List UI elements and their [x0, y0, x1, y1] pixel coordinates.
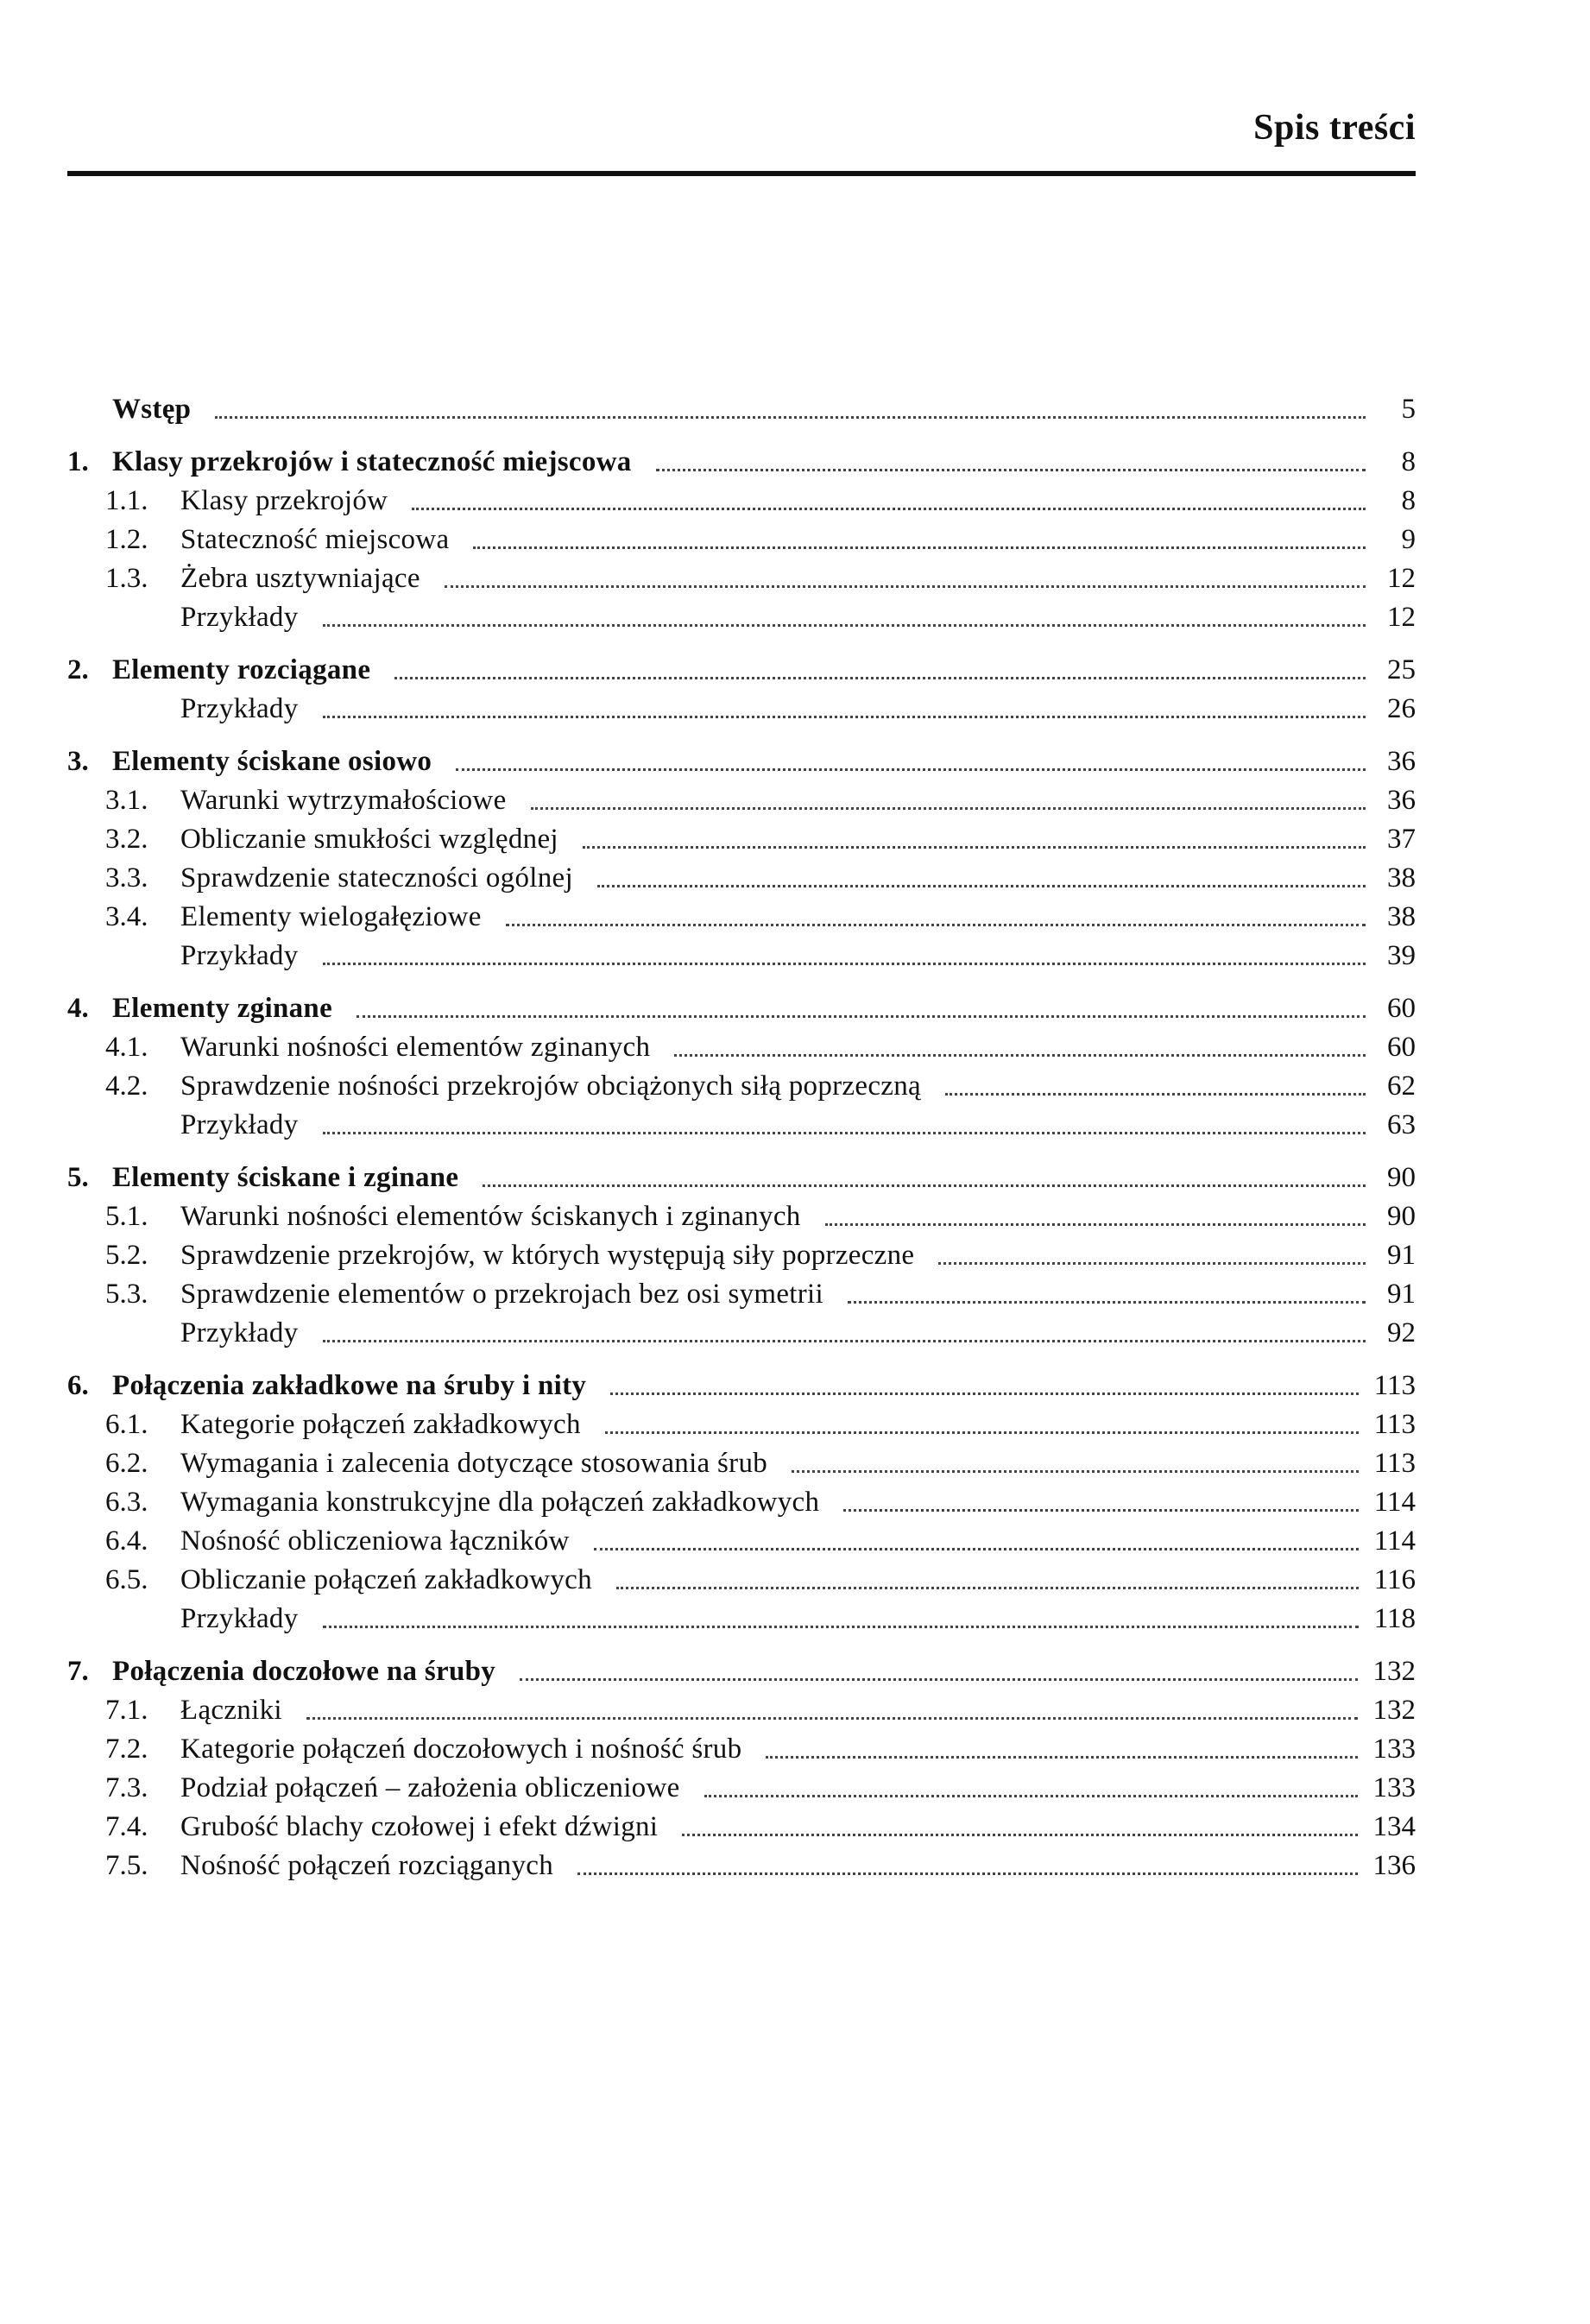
toc-entry-page: 91	[1387, 1279, 1416, 1310]
toc-entry-title: Elementy ściskane osiowo	[112, 746, 432, 777]
toc-entry-number: 6.4.	[105, 1525, 148, 1557]
toc-entry-page: 132	[1372, 1695, 1416, 1726]
toc-entry-title: Połączenia zakładkowe na śruby i nity	[112, 1370, 587, 1401]
toc-entry-page: 60	[1387, 993, 1416, 1024]
toc-entry-number: 7.5.	[105, 1850, 148, 1881]
table-of-contents	[67, 390, 1416, 1885]
toc-entry-page: 116	[1373, 1564, 1416, 1595]
toc-entry-page: 63	[1387, 1109, 1416, 1140]
toc-entry-page: 133	[1372, 1772, 1416, 1803]
toc-entry-page: 62	[1387, 1070, 1416, 1102]
toc-entry-title: Kategorie połączeń zakładkowych	[180, 1409, 581, 1440]
toc-entry-page: 136	[1372, 1850, 1416, 1881]
toc-entry-title: Elementy zginane	[112, 993, 333, 1024]
toc-entry[interactable]	[67, 1691, 1416, 1730]
toc-entry-page: 36	[1387, 746, 1416, 777]
toc-entry-title: Połączenia doczołowe na śruby	[112, 1656, 496, 1687]
dot-leader	[323, 962, 1366, 965]
toc-entry[interactable]	[67, 1483, 1416, 1522]
toc-entry-title: Przykłady	[180, 1603, 299, 1634]
dot-leader	[616, 1586, 1359, 1589]
toc-entry-title: Obliczanie smukłości względnej	[180, 824, 558, 855]
toc-entry-title: Przykłady	[180, 1317, 299, 1348]
dot-leader	[412, 507, 1366, 510]
toc-entry-number: 1.1.	[105, 485, 148, 516]
toc-entry[interactable]	[67, 1028, 1416, 1067]
dot-leader	[323, 715, 1366, 718]
toc-entry-page: 114	[1373, 1487, 1416, 1518]
dot-leader	[605, 1430, 1359, 1434]
toc-entry-title: Żebra usztywniające	[180, 563, 420, 594]
toc-entry-number: 4.2.	[105, 1070, 148, 1102]
toc-entry[interactable]	[67, 989, 1416, 1028]
dot-leader	[938, 1261, 1366, 1265]
toc-entry-page: 12	[1387, 563, 1416, 594]
page-title: Spis treści	[1253, 108, 1416, 148]
toc-entry-page: 113	[1373, 1409, 1416, 1440]
toc-entry[interactable]	[67, 1275, 1416, 1314]
toc-entry-number: 5.1.	[105, 1201, 148, 1232]
toc-entry-title: Klasy przekrojów i stateczność miejscowa	[112, 446, 632, 477]
toc-entry-number: 1.2.	[105, 524, 148, 555]
toc-entry-title: Nośność obliczeniowa łączników	[180, 1525, 570, 1557]
toc-entry-page: 26	[1387, 693, 1416, 724]
toc-entry[interactable]	[67, 1769, 1416, 1808]
toc-entry-title: Podział połączeń – założenia obliczeniowe	[180, 1772, 680, 1803]
toc-entry-page: 113	[1373, 1448, 1416, 1479]
dot-leader	[531, 806, 1366, 810]
dot-leader	[825, 1222, 1366, 1226]
dot-leader	[674, 1053, 1366, 1057]
toc-entry[interactable]	[67, 1808, 1416, 1847]
dot-leader	[656, 468, 1366, 471]
toc-entry-number: 7.2.	[105, 1734, 148, 1765]
toc-entry[interactable]	[67, 443, 1416, 482]
toc-entry[interactable]	[67, 1197, 1416, 1236]
dot-leader	[682, 1833, 1357, 1836]
toc-entry-number: 7.	[67, 1656, 89, 1687]
toc-entry[interactable]	[67, 781, 1416, 820]
toc-entry[interactable]	[67, 1522, 1416, 1561]
toc-entry[interactable]	[67, 820, 1416, 859]
header-rule	[67, 171, 1416, 176]
toc-entry[interactable]	[67, 1847, 1416, 1885]
toc-entry-page: 113	[1373, 1370, 1416, 1401]
dot-leader	[704, 1794, 1358, 1797]
toc-entry-page: 38	[1387, 901, 1416, 932]
toc-entry[interactable]	[67, 1236, 1416, 1275]
toc-entry-title: Grubość blachy czołowej i efekt dźwigni	[180, 1811, 659, 1842]
dot-leader	[583, 845, 1366, 849]
toc-entry-number: 4.	[67, 993, 89, 1024]
toc-entry-title: Elementy ściskane i zginane	[112, 1162, 459, 1193]
toc-entry-page: 91	[1387, 1240, 1416, 1271]
dot-leader	[394, 676, 1366, 679]
toc-entry-title: Przykłady	[180, 1109, 299, 1140]
toc-entry-number: 6.2.	[105, 1448, 148, 1479]
toc-entry-number: 5.	[67, 1162, 89, 1193]
toc-entry-page: 92	[1387, 1317, 1416, 1348]
dot-leader	[323, 1339, 1366, 1342]
toc-entry-title: Warunki nośności elementów zginanych	[180, 1032, 651, 1063]
dot-leader	[945, 1092, 1366, 1096]
toc-entry-title: Sprawdzenie nośności przekrojów obciążonych siłą poprzeczną	[180, 1070, 921, 1102]
toc-entry-title: Sprawdzenie elementów o przekrojach bez osi symetrii	[180, 1279, 823, 1310]
toc-entry-title: Klasy przekrojów	[180, 485, 388, 516]
toc-entry-title: Łączniki	[180, 1695, 282, 1726]
toc-entry-number: 6.5.	[105, 1564, 148, 1595]
toc-entry[interactable]	[67, 1106, 1416, 1145]
toc-entry-title: Przykłady	[180, 693, 299, 724]
toc-entry-title: Nośność połączeń rozciąganych	[180, 1850, 554, 1881]
toc-entry-number: 6.3.	[105, 1487, 148, 1518]
toc-entry[interactable]	[67, 1600, 1416, 1639]
toc-entry-title: Wstęp	[112, 394, 192, 425]
toc-entry[interactable]	[67, 1159, 1416, 1197]
dot-leader	[456, 767, 1366, 771]
toc-entry-number: 3.2.	[105, 824, 148, 855]
dot-leader	[306, 1716, 1358, 1720]
dot-leader	[473, 546, 1366, 549]
toc-entry-title: Sprawdzenie przekrojów, w których występują siły poprzeczne	[180, 1240, 915, 1271]
toc-entry-page: 9	[1401, 524, 1416, 555]
toc-entry-page: 25	[1387, 654, 1416, 685]
dot-leader	[848, 1300, 1366, 1304]
dot-leader	[610, 1392, 1359, 1395]
toc-entry-page: 36	[1387, 785, 1416, 816]
dot-leader	[215, 415, 1366, 419]
dot-leader	[520, 1677, 1357, 1681]
toc-entry-page: 5	[1401, 394, 1416, 425]
dot-leader	[577, 1872, 1357, 1875]
toc-entry-number: 6.	[67, 1370, 89, 1401]
toc-entry[interactable]	[67, 1314, 1416, 1353]
toc-entry-number: 7.1.	[105, 1695, 148, 1726]
dot-leader	[356, 1014, 1366, 1018]
toc-entry-page: 132	[1372, 1656, 1416, 1687]
toc-entry[interactable]	[67, 1561, 1416, 1600]
toc-entry[interactable]	[67, 1367, 1416, 1405]
toc-entry-title: Przykłady	[180, 602, 299, 633]
toc-entry[interactable]	[67, 690, 1416, 729]
toc-entry[interactable]	[67, 1067, 1416, 1106]
toc-entry-page: 90	[1387, 1162, 1416, 1193]
toc-entry[interactable]	[67, 1652, 1416, 1691]
toc-entry-title: Warunki wytrzymałościowe	[180, 785, 507, 816]
toc-entry-title: Stateczność miejscowa	[180, 524, 450, 555]
toc-entry-page: 8	[1401, 485, 1416, 516]
toc-entry-page: 118	[1373, 1603, 1416, 1634]
dot-leader	[506, 923, 1366, 926]
toc-entry-title: Kategorie połączeń doczołowych i nośność śrub	[180, 1734, 742, 1765]
toc-entry[interactable]	[67, 1444, 1416, 1483]
toc-entry-title: Obliczanie połączeń zakładkowych	[180, 1564, 592, 1595]
toc-entry-number: 7.3.	[105, 1772, 148, 1803]
dot-leader	[323, 623, 1366, 627]
toc-entry[interactable]	[67, 390, 1416, 429]
dot-leader	[323, 1625, 1359, 1628]
toc-entry-page: 39	[1387, 940, 1416, 971]
toc-entry-page: 8	[1401, 446, 1416, 477]
toc-entry[interactable]	[67, 937, 1416, 976]
toc-entry[interactable]	[67, 651, 1416, 690]
dot-leader	[792, 1469, 1359, 1473]
dot-leader	[594, 1547, 1359, 1550]
toc-entry-page: 12	[1387, 602, 1416, 633]
toc-entry-page: 134	[1372, 1811, 1416, 1842]
toc-entry[interactable]	[67, 598, 1416, 637]
toc-entry[interactable]	[67, 559, 1416, 598]
toc-entry-page: 37	[1387, 824, 1416, 855]
toc-entry[interactable]	[67, 1405, 1416, 1444]
toc-entry-title: Przykłady	[180, 940, 299, 971]
toc-entry-page: 38	[1387, 862, 1416, 894]
toc-entry-number: 6.1.	[105, 1409, 148, 1440]
toc-entry-title: Wymagania konstrukcyjne dla połączeń zakładkowych	[180, 1487, 820, 1518]
toc-entry-title: Elementy rozciągane	[112, 654, 371, 685]
dot-leader	[843, 1508, 1358, 1512]
toc-entry-number: 2.	[67, 654, 89, 685]
toc-entry-number: 7.4.	[105, 1811, 148, 1842]
toc-entry-number: 5.2.	[105, 1240, 148, 1271]
toc-entry-number: 3.3.	[105, 862, 148, 894]
toc-entry[interactable]	[67, 482, 1416, 521]
toc-entry[interactable]	[67, 521, 1416, 559]
toc-entry-number: 4.1.	[105, 1032, 148, 1063]
dot-leader	[766, 1755, 1357, 1759]
toc-entry-number: 1.3.	[105, 563, 148, 594]
toc-entry-number: 3.4.	[105, 901, 148, 932]
toc-entry-page: 90	[1387, 1201, 1416, 1232]
toc-entry[interactable]	[67, 1730, 1416, 1769]
toc-entry-page: 60	[1387, 1032, 1416, 1063]
toc-entry-number: 1.	[67, 446, 89, 477]
dot-leader	[597, 884, 1366, 887]
toc-entry-title: Wymagania i zalecenia dotyczące stosowania śrub	[180, 1448, 768, 1479]
toc-entry-title: Sprawdzenie stateczności ogólnej	[180, 862, 573, 894]
toc-entry[interactable]	[67, 898, 1416, 937]
toc-entry-page: 133	[1372, 1734, 1416, 1765]
toc-entry-page: 114	[1373, 1525, 1416, 1557]
toc-entry-title: Elementy wielogałęziowe	[180, 901, 482, 932]
toc-entry-number: 3.	[67, 746, 89, 777]
toc-entry-number: 5.3.	[105, 1279, 148, 1310]
dot-leader	[323, 1131, 1366, 1134]
dot-leader	[445, 584, 1366, 588]
toc-entry[interactable]	[67, 742, 1416, 781]
toc-entry-title: Warunki nośności elementów ściskanych i zginanych	[180, 1201, 801, 1232]
toc-entry-number: 3.1.	[105, 785, 148, 816]
dot-leader	[483, 1184, 1366, 1187]
toc-entry[interactable]	[67, 859, 1416, 898]
